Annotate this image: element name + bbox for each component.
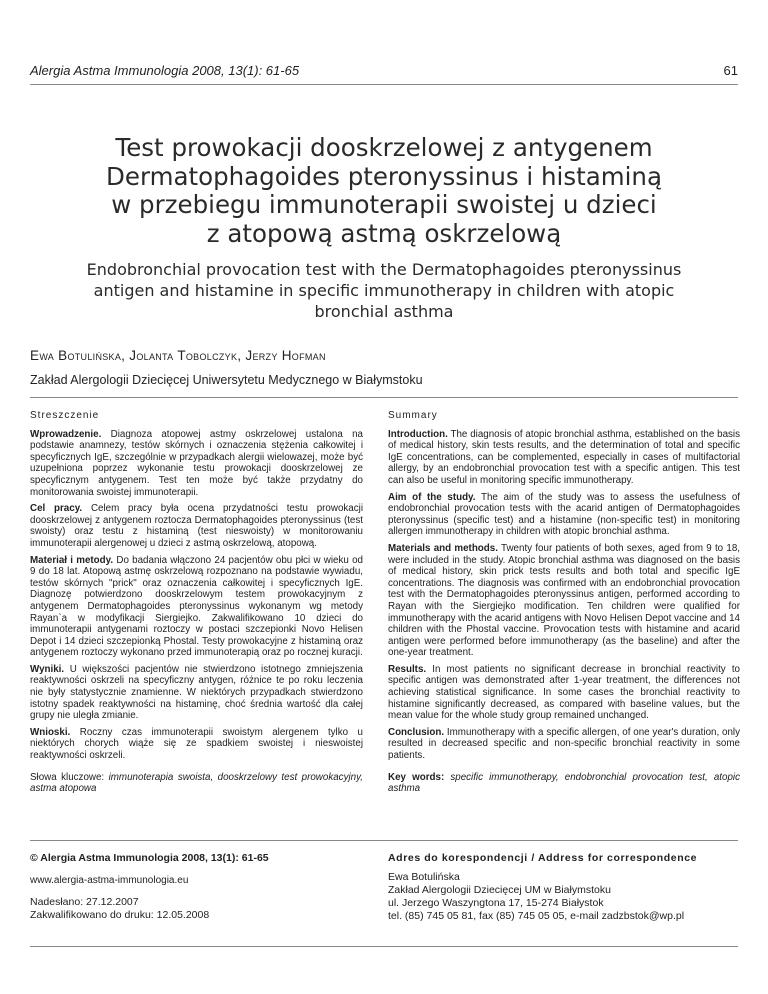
publication-info <box>30 852 363 922</box>
header-rule <box>30 84 738 85</box>
correspondence-address <box>388 852 740 923</box>
abstract-polish-heading: Streszczenie <box>30 410 100 421</box>
received-date: Nadesłano: 27.12.2007 <box>30 896 139 908</box>
journal-url[interactable]: www.alergia-astma-immunologia.eu <box>30 875 189 886</box>
abstract-conclusions: Conclusion. Immunotherapy with a specific allergen, of one year's duration, only resulted in decreased specific and non-specific bronchial reactivity in some patients. <box>388 726 740 762</box>
correspondence-contact: tel. (85) 745 05 81, fax (85) 745 05 05, e-mail zadzbstok@wp.pl <box>388 910 685 922</box>
abstract-polish <box>30 410 363 800</box>
abstract-methods: Materiał i metody. Do badania włączono 24 pacjentów obu płci w wieku od 9 do 18 lat. Atopową astmę oskrzelową rozpoznano na podstawie wywiadu, testów skórnych "prick" oraz oznaczenia całkowitej i specyficznych IgE. Diagnozę potwierdzono dooskrzelowym testem prowokacyjnym z antygenem Dermatophagoides pteronyssinus wykonanym wg metody Rayan`a w modyfikacji Siergiejko. Zakwalifikowano 10 dzieci do immunoterapii antygenami roztoczy w postaci szczepionki Novo Helisen Depot i 14 dzieci szczepionką Phostal. Testy prowokacyjne z histaminą oraz antygenem roztoczy wykonano przed immunoterapią oraz po rocznej kuracji. <box>30 554 363 659</box>
page-number: 61 <box>723 63 738 78</box>
correspondence-street: ul. Jerzego Waszyngtona 17, 15-274 Białystok <box>388 897 604 909</box>
title-english-line: bronchial asthma <box>314 302 454 321</box>
affiliation-rule <box>30 397 738 398</box>
correspondence-heading: Adres do korespondencji / Address for correspondence <box>388 852 698 864</box>
abstract-english <box>388 410 740 800</box>
abstract-results: Wyniki. U większości pacjentów nie stwierdzono istotnego zmniejszenia reaktywności oskrzeli na specyficzny antygen, różnice te po roku leczenia nie były statystycznie znamienne. W niektórych przypadkach stwierdzono istotny spadek reaktywności na histaminę, choć średnia wartość dla całej grupy nie uległa zmianie. <box>30 663 363 722</box>
running-header <box>30 63 738 81</box>
abstract-intro: Wprowadzenie. Diagnoza atopowej astmy oskrzelowej ustalona na podstawie anamnezy, testów skórnych i oznaczenia stężenia całkowitej i specyficznych IgE, szczególnie w przypadkach alergii wielowazej, może być uzupełniona poprzez wykonanie testu prowokacji dooskrzelowej ze specyficznym antygenem. Test ten może być także przydatny do monitorowania swoistej immunoterapii. <box>30 428 363 498</box>
title-polish-line: w przebiegu immunoterapii swoistej u dzieci <box>111 190 657 219</box>
abstract-aim: Aim of the study. The aim of the study was to assess the usefulness of endobronchial provocation tests with the acarid antigen of Dermatophagoides pteronyssinus (specific test) and a histamine (non-specific test) in monitoring allergen immunotherapy in children with atopic bronchial asthma. <box>388 491 740 538</box>
abstract-conclusions: Wnioski. Roczny czas immunoterapii swoistym alergenem tylko u niektórych chorych wiąże się ze spadkiem swoistej i nieswoistej reaktywności oskrzeli. <box>30 726 363 762</box>
copyright-line: © Alergia Astma Immunologia 2008, 13(1): 61-65 <box>30 852 269 864</box>
abstract-aim: Cel pracy. Celem pracy była ocena przydatności testu prowokacji dooskrzelowej z antygenem roztocza Dermatophagoides pteronyssinus (test swoisty) oraz testu z histaminą (test nieswoisty) w monitorowaniu immunoterapii alergenowej u dzieci z astmą oskrzelową, atopową. <box>30 503 363 549</box>
abstract-intro: Introduction. The diagnosis of atopic bronchial asthma, established on the basis of medical history, skin tests results, and the determination of total and specific IgE concentrations, can be complemented, especially in cases of multifactorial allergy, by an endobronchial provocation test with a specific antigen. This test can also be useful in monitoring specific immunotherapy. <box>388 428 740 486</box>
title-english-line: Endobronchial provocation test with the Dermatophagoides pteronyssinus <box>86 260 682 279</box>
footer-rule-top <box>30 840 738 841</box>
affiliation: Zakład Alergologii Dziecięcej Uniwersytetu Medycznego w Białymstoku <box>30 373 423 387</box>
title-english-line: antigen and histamine in specific immunotherapy in children with atopic <box>93 281 675 300</box>
title-polish-line: Dermatophagoides pteronyssinus i histaminą <box>106 161 662 191</box>
abstract-results: Results. In most patients no significant decrease in bronchial reactivity to specific antigen was demonstrated after 1-year treatment, the differences not achieving statistical significance. In some cases the bronchial reactivity to histamine significantly decreased, as compared with baseline values, but the mean value for the whole study group remained unchanged. <box>388 663 740 722</box>
abstract-english-heading: Summary <box>388 410 438 421</box>
abstract-methods: Materials and methods. Twenty four patients of both sexes, aged from 9 to 18, were included in the study. Atopic bronchial asthma was diagnosed on the basis of medical history, skin prick tests results and both total and specific IgE concentrations. The diagnosis was confirmed with an endobronchial provocation test with the Dermatophagoides pteronyssinus antigen, performed according to Rayan with the Siergiejko modification. Ten children were qualified for immunotherapy with the acarid antigens with Novo Helisen Depot vaccine and 14 children with the Phostal vaccine. Provocation tests with histamine and acarid antigen were performed before immunotherapy (as the baseline) and after the one-year treatment. <box>388 542 740 659</box>
title-polish-line: Test prowokacji dooskrzelowej z antygenem <box>115 133 653 162</box>
title-polish <box>40 134 728 248</box>
keywords-polish: Słowa kluczowe: immunoterapia swoista, dooskrzelowy test prowokacyjny, astma atopowa <box>30 771 363 795</box>
correspondence-department: Zakład Alergologii Dziecięcej UM w Białymstoku <box>388 884 611 896</box>
title-polish-line: z atopową astmą oskrzelową <box>206 218 562 248</box>
author-list: Ewa Botulińska, Jolanta Tobolczyk, Jerzy Hofman <box>30 348 326 363</box>
journal-citation: Alergia Astma Immunologia 2008, 13(1): 61-65 <box>30 63 300 78</box>
footer-rule-bottom <box>30 946 738 947</box>
accepted-date: Zakwalifikowano do druku: 12.05.2008 <box>30 909 210 921</box>
keywords-english: Key words: specific immunotherapy, endobronchial provocation test, atopic asthma <box>388 771 740 795</box>
correspondence-name: Ewa Botulińska <box>388 871 460 883</box>
title-english <box>50 259 718 322</box>
